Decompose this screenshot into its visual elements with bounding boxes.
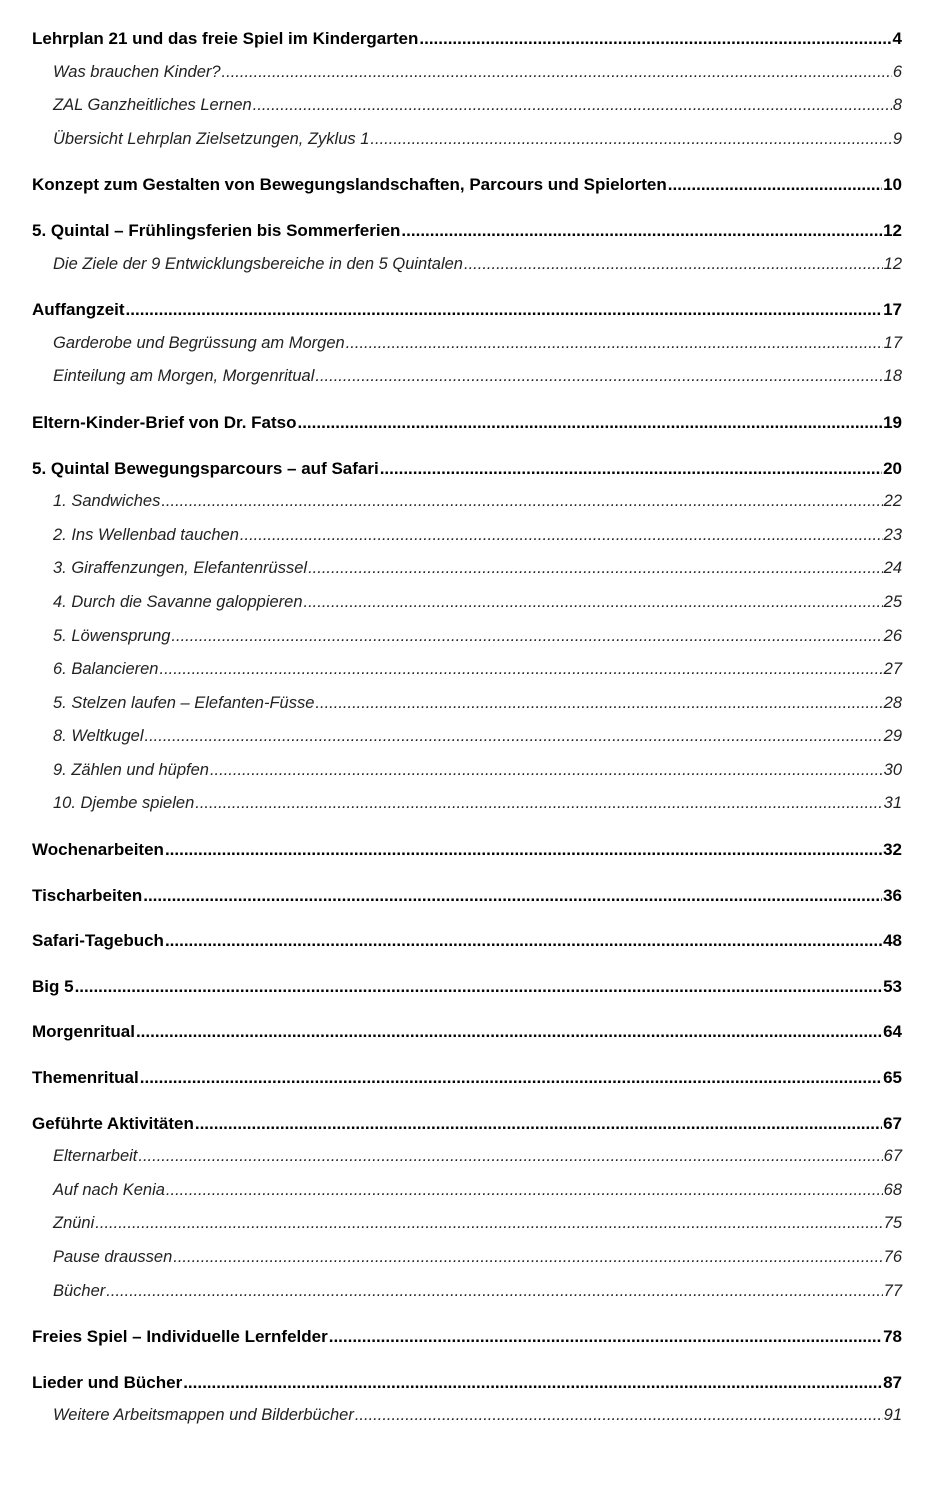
toc-entry[interactable] [32, 1015, 902, 1049]
dot-leader [140, 1061, 882, 1095]
dot-leader [160, 653, 883, 687]
toc-entry-title: Einteilung am Morgen, Morgenritual [53, 367, 315, 386]
dot-leader [210, 754, 883, 788]
dot-leader [308, 552, 883, 586]
toc-entry-page: 27 [883, 660, 902, 679]
toc-subentry[interactable] [32, 1174, 902, 1208]
dot-leader [106, 1275, 882, 1309]
toc-subentry[interactable] [32, 327, 902, 361]
dot-leader [401, 214, 882, 248]
toc-entry-page: 10 [883, 175, 902, 195]
dot-leader [315, 687, 882, 721]
toc-subentry[interactable] [32, 754, 902, 788]
toc-subentry[interactable] [32, 89, 902, 123]
toc-entry-page: 30 [883, 760, 902, 779]
dot-leader [165, 833, 882, 867]
toc-entry[interactable] [32, 1061, 902, 1095]
toc-entry-page: 32 [883, 840, 902, 860]
toc-entry-page: 17 [883, 300, 902, 320]
toc-entry-page: 20 [883, 458, 902, 478]
dot-leader [126, 293, 883, 327]
toc-entry-title: Weitere Arbeitsmappen und Bilderbücher [53, 1406, 354, 1425]
toc-entry[interactable] [32, 168, 902, 202]
toc-subentry[interactable] [32, 653, 902, 687]
toc-entry-title: 5. Löwensprung [53, 626, 171, 645]
dot-leader [161, 485, 882, 519]
toc-entry-title: 4. Durch die Savanne galoppieren [53, 592, 303, 611]
toc-entry-page: 64 [883, 1022, 902, 1042]
toc-entry-title: 5. Quintal Bewegungsparcours – auf Safari [32, 458, 379, 478]
toc-entry-title: 9. Zählen und hüpfen [53, 760, 209, 779]
toc-entry-page: 65 [883, 1068, 902, 1088]
dot-leader [145, 720, 883, 754]
toc-entry-page: 48 [883, 931, 902, 951]
toc-subentry[interactable] [32, 123, 902, 157]
toc-entry-page: 6 [892, 62, 902, 81]
toc-entry-title: ZAL Ganzheitliches Lernen [53, 96, 252, 115]
toc-entry[interactable] [32, 924, 902, 958]
toc-subentry[interactable] [32, 1207, 902, 1241]
table-of-contents [32, 22, 902, 1433]
toc-subentry[interactable] [32, 1241, 902, 1275]
toc-entry-page: 23 [883, 525, 902, 544]
toc-entry-title: Wochenarbeiten [32, 840, 164, 860]
toc-entry-page: 78 [883, 1327, 902, 1347]
dot-leader [355, 1399, 883, 1433]
dot-leader [222, 56, 892, 90]
toc-subentry[interactable] [32, 787, 902, 821]
toc-entry-page: 19 [883, 412, 902, 432]
toc-entry-page: 87 [883, 1372, 902, 1392]
toc-subentry[interactable] [32, 519, 902, 553]
toc-entry-page: 17 [883, 333, 902, 352]
dot-leader [136, 1015, 882, 1049]
toc-entry[interactable] [32, 1320, 902, 1354]
toc-entry[interactable] [32, 293, 902, 327]
dot-leader [419, 22, 891, 56]
toc-entry-title: Geführte Aktivitäten [32, 1113, 194, 1133]
toc-subentry[interactable] [32, 56, 902, 90]
toc-entry-page: 91 [883, 1406, 902, 1425]
toc-entry[interactable] [32, 1107, 902, 1141]
toc-entry-page: 24 [883, 559, 902, 578]
toc-entry-page: 9 [892, 129, 902, 148]
toc-entry-title: Die Ziele der 9 Entwicklungsbereiche in den 5 Quintalen [53, 254, 463, 273]
toc-entry-title: 5. Stelzen laufen – Elefanten-Füsse [53, 693, 315, 712]
toc-subentry[interactable] [32, 1275, 902, 1309]
toc-entry-page: 67 [883, 1147, 902, 1166]
toc-subentry[interactable] [32, 687, 902, 721]
toc-subentry[interactable] [32, 1140, 902, 1174]
dot-leader [75, 970, 883, 1004]
dot-leader [165, 924, 882, 958]
toc-entry[interactable] [32, 214, 902, 248]
toc-entry-page: 12 [883, 254, 902, 273]
toc-entry-page: 31 [883, 794, 902, 813]
toc-entry-title: 3. Giraffenzungen, Elefantenrüssel [53, 559, 308, 578]
toc-subentry[interactable] [32, 586, 902, 620]
toc-entry-page: 18 [883, 367, 902, 386]
dot-leader [315, 360, 882, 394]
dot-leader [240, 519, 883, 553]
dot-leader [297, 406, 882, 440]
dot-leader [380, 452, 882, 486]
dot-leader [346, 327, 883, 361]
toc-entry-title: Auf nach Kenia [53, 1180, 165, 1199]
toc-entry-title: Znüni [53, 1214, 95, 1233]
toc-entry-title: Tischarbeiten [32, 885, 143, 905]
toc-entry-page: 67 [883, 1113, 902, 1133]
toc-entry-page: 76 [883, 1248, 902, 1266]
toc-entry-title: Pause draussen [53, 1248, 173, 1266]
toc-entry-title: 1. Sandwiches [53, 492, 161, 511]
toc-entry-title: 10. Djembe spielen [53, 794, 195, 813]
toc-subentry[interactable] [32, 248, 902, 282]
dot-leader [195, 1107, 882, 1141]
toc-entry[interactable] [32, 970, 902, 1004]
toc-entry-title: 5. Quintal – Frühlingsferien bis Sommerferien [32, 220, 401, 240]
toc-entry-title: Garderobe und Begrüssung am Morgen [53, 333, 345, 352]
toc-subentry[interactable] [32, 552, 902, 586]
toc-entry-title: Morgenritual [32, 1022, 135, 1042]
dot-leader [143, 879, 882, 913]
toc-entry-page: 28 [883, 693, 902, 712]
toc-entry-title: Big 5 [32, 976, 74, 996]
toc-entry[interactable] [32, 833, 902, 867]
toc-entry-page: 53 [883, 976, 902, 996]
toc-entry-page: 8 [892, 96, 902, 115]
dot-leader [370, 123, 891, 157]
toc-entry-page: 4 [892, 29, 902, 48]
toc-entry-page: 29 [883, 727, 902, 746]
dot-leader [183, 1366, 882, 1400]
toc-entry[interactable] [32, 452, 902, 486]
toc-entry[interactable] [32, 879, 902, 913]
toc-subentry[interactable] [32, 360, 902, 394]
toc-entry-title: Übersicht Lehrplan Zielsetzungen, Zyklus 1 [53, 129, 370, 148]
toc-subentry[interactable] [32, 720, 902, 754]
dot-leader [173, 1241, 882, 1275]
toc-entry-page: 25 [883, 592, 902, 611]
toc-entry-title: Themenritual [32, 1068, 139, 1088]
toc-entry-title: Eltern-Kinder-Brief von Dr. Fatso [32, 412, 297, 432]
dot-leader [166, 1174, 883, 1208]
toc-entry-page: 36 [883, 885, 902, 905]
toc-entry-title: Elternarbeit [53, 1147, 138, 1166]
toc-entry-page: 77 [883, 1281, 902, 1300]
dot-leader [195, 787, 882, 821]
toc-entry-title: 8. Weltkugel [53, 727, 144, 746]
toc-entry-page: 26 [883, 626, 902, 645]
dot-leader [329, 1320, 882, 1354]
toc-entry-title: Auffangzeit [32, 300, 125, 320]
toc-entry-title: Konzept zum Gestalten von Bewegungslandschaften, Parcours und Spielorten [32, 175, 667, 195]
dot-leader [253, 89, 892, 123]
toc-entry-title: Bücher [53, 1281, 106, 1300]
dot-leader [95, 1207, 882, 1241]
toc-subentry[interactable] [32, 1399, 902, 1433]
toc-entry-page: 75 [883, 1214, 902, 1233]
toc-entry-page: 68 [883, 1180, 902, 1199]
toc-entry[interactable] [32, 406, 902, 440]
toc-entry-page: 12 [883, 220, 902, 240]
toc-entry-title: Freies Spiel – Individuelle Lernfelder [32, 1327, 328, 1347]
toc-entry[interactable] [32, 22, 902, 56]
toc-entry-page: 22 [883, 492, 902, 511]
toc-entry-title: Lieder und Bücher [32, 1372, 183, 1392]
dot-leader [304, 586, 883, 620]
toc-subentry[interactable] [32, 485, 902, 519]
dot-leader [171, 620, 882, 654]
toc-entry-title: Safari-Tagebuch [32, 931, 164, 951]
toc-entry-title: 2. Ins Wellenbad tauchen [53, 525, 239, 544]
toc-entry-title: Was brauchen Kinder? [53, 62, 221, 81]
dot-leader [668, 168, 882, 202]
dot-leader [138, 1140, 882, 1174]
toc-entry-title: Lehrplan 21 und das freie Spiel im Kindergarten [32, 29, 419, 48]
toc-entry[interactable] [32, 1366, 902, 1400]
dot-leader [464, 248, 883, 282]
toc-subentry[interactable] [32, 620, 902, 654]
toc-entry-title: 6. Balancieren [53, 660, 159, 679]
